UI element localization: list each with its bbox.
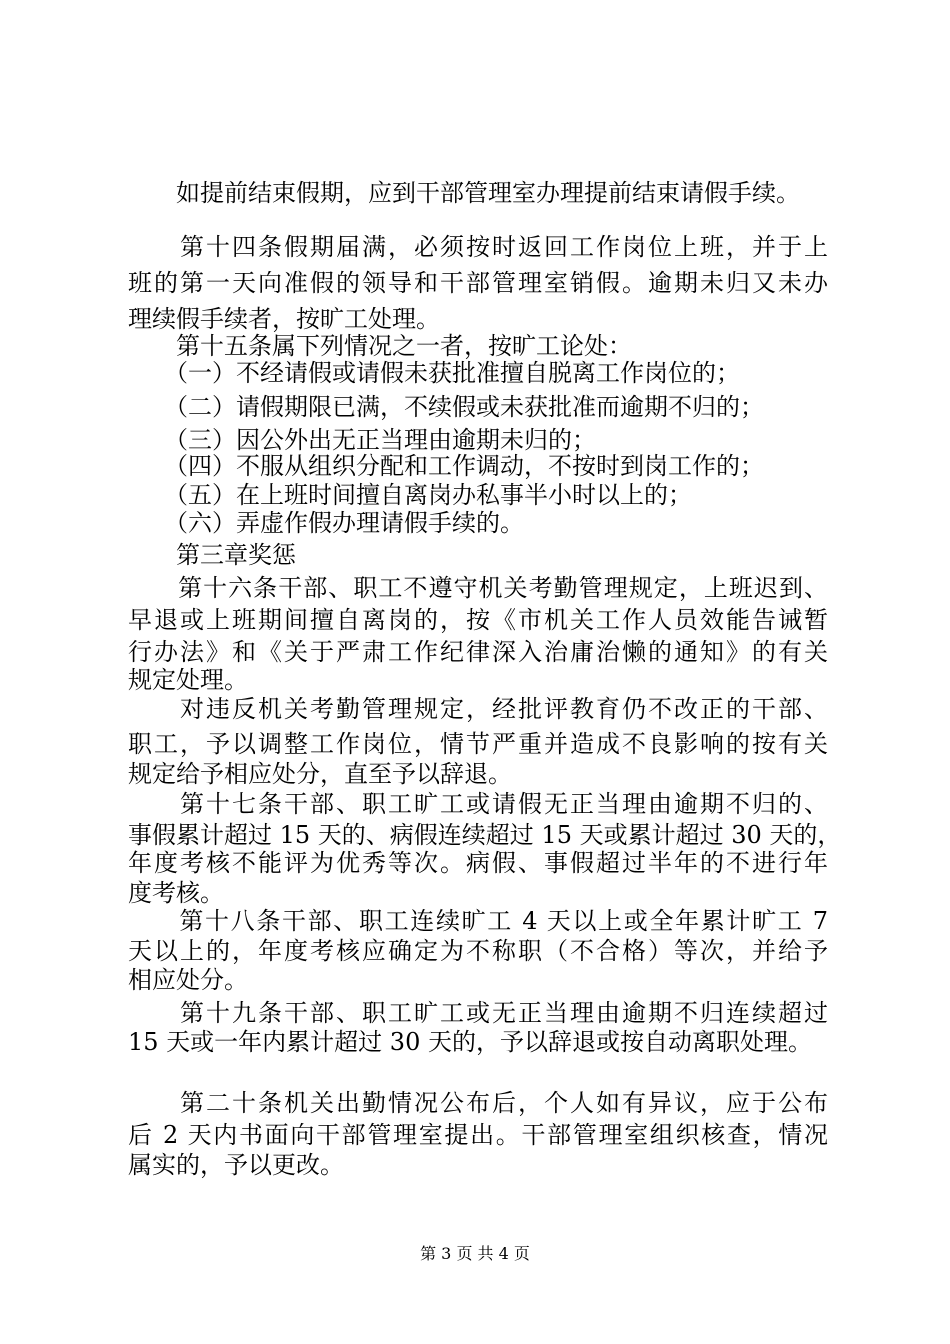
text-line: 第十六条干部、职工不遵守机关考勤管理规定，上班迟到、: [128, 574, 828, 602]
text-line: 15 天或一年内累计超过 30 天的，予以辞退或按自动离职处理。: [128, 1028, 812, 1056]
list-item: （四）不服从组织分配和工作调动，不按时到岗工作的；: [128, 452, 764, 480]
text-line: 第十七条干部、职工旷工或请假无正当理由逾期不归的、: [128, 790, 828, 818]
text-line: 年度考核不能评为优秀等次。病假、事假超过半年的不进行年: [128, 849, 828, 877]
page-number-footer: 第 3 页 共 4 页: [420, 1244, 530, 1263]
text-line: 第十九条干部、职工旷工或无正当理由逾期不归连续超过: [128, 999, 828, 1027]
text-line: 行办法》和《关于严肃工作纪律深入治庸治懒的通知》的有关: [128, 638, 828, 666]
chapter-heading: 第三章奖惩: [128, 541, 296, 569]
text-line: 相应处分。: [128, 966, 248, 994]
text-line: 班的第一天向准假的领导和干部管理室销假。逾期未归又未办: [128, 269, 828, 297]
list-item: （六）弄虚作假办理请假手续的。: [128, 509, 524, 537]
text-line: 理续假手续者，按旷工处理。: [128, 305, 440, 333]
text-line: 职工，予以调整工作岗位，情节严重并造成不良影响的按有关: [128, 730, 828, 758]
text-line: 如提前结束假期，应到干部管理室办理提前结束请假手续。: [128, 179, 800, 207]
text-line: 第十八条干部、职工连续旷工 4 天以上或全年累计旷工 7: [128, 907, 828, 935]
list-item: （二）请假期限已满，不续假或未获批准而逾期不归的；: [128, 393, 764, 421]
list-item: （三）因公外出无正当理由逾期未归的；: [128, 426, 596, 454]
text-line: 后 2 天内书面向干部管理室提出。干部管理室组织核查，情况: [128, 1121, 828, 1149]
text-line: 事假累计超过 15 天的、病假连续超过 15 天或累计超过 30 天的，: [128, 821, 842, 849]
text-line: 度考核。: [128, 879, 224, 907]
text-line: 规定给予相应处分，直至予以辞退。: [128, 760, 512, 788]
text-line: 早退或上班期间擅自离岗的，按《市机关工作人员效能告诫暂: [128, 606, 828, 634]
text-line: 属实的，予以更改。: [128, 1151, 344, 1179]
text-line: 天以上的，年度考核应确定为不称职（不合格）等次，并给予: [128, 937, 828, 965]
list-item: （一）不经请假或请假未获批准擅自脱离工作岗位的；: [128, 359, 740, 387]
text-line: 第二十条机关出勤情况公布后，个人如有异议，应于公布: [128, 1089, 828, 1117]
list-item: （五）在上班时间擅自离岗办私事半小时以上的；: [128, 481, 692, 509]
text-line: 第十四条假期届满，必须按时返回工作岗位上班，并于上: [128, 233, 828, 261]
text-line: 对违反机关考勤管理规定，经批评教育仍不改正的干部、: [128, 695, 828, 723]
text-line: 规定处理。: [128, 666, 248, 694]
text-line: 第十五条属下列情况之一者，按旷工论处：: [128, 332, 632, 360]
